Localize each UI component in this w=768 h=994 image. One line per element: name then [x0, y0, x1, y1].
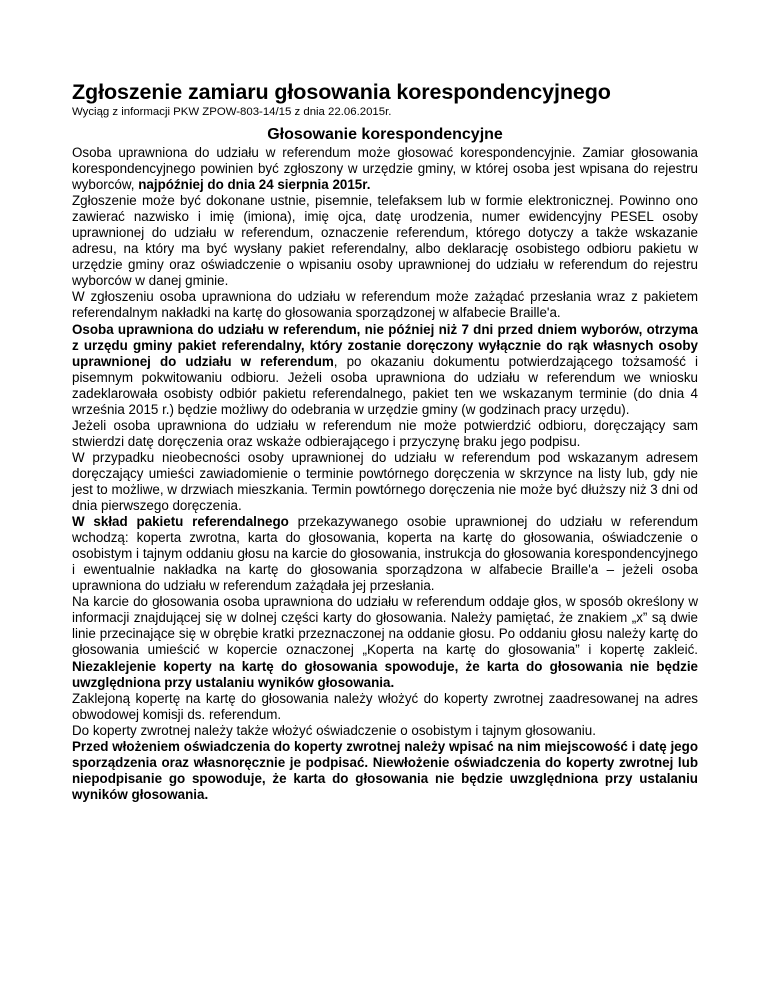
paragraph: Zgłoszenie może być dokonane ustnie, pisemnie, telefaksem lub w formie elektronicznej. Powinno ono zawierać nazwisko i imię (imiona), imię ojca, datę urodzenia, numer ewidencyjny PESEL osoby uprawnionej do udziału w referendum, oznaczenie referendum, którego dotyczy a także wskazanie adresu, na który ma być wysłany pakiet referendalny, albo deklarację osobistego odbioru pakietu w urzędzie gminy oraz oświadczenie o wpisaniu osoby uprawnionej do udziału w referendum do rejestru wyborców w danej gminie. [72, 193, 698, 289]
document-title: Zgłoszenie zamiaru głosowania korespondencyjnego [72, 80, 611, 104]
paragraph: Przed włożeniem oświadczenia do koperty zwrotnej należy wpisać na nim miejscowość i datę jego sporządzenia oraz własnoręcznie je podpisać. Niewłożenie oświadczenia do koperty zwrotnej lub niepodpisanie go spowoduje, że karta do głosowania nie będzie uwzględniona przy ustalaniu wyników głosowania. [72, 738, 698, 802]
paragraph: W zgłoszeniu osoba uprawniona do udziału w referendum może zażądać przesłania wraz z pakietem referendalnym nakładki na kartę do głosowania sporządzonej w alfabecie Braille'a. [72, 289, 698, 321]
paragraph: Na karcie do głosowania osoba uprawniona do udziału w referendum oddaje głos, w sposób określony w informacji znajdującej się w dolnej części karty do głosowania. Należy pamiętać, że znakiem „x” są dwie linie przecinające się w obrębie kratki przeznaczonej na oddanie głosu. Po oddaniu głosu należy kartę do głosowania umieścić w kopercie oznaczonej „Koperta na kartę do głosowania” i kopertę zakleić. Niezaklejenie koperty na kartę do głosowania spowoduje, że karta do głosowania nie będzie uwzględniona przy ustalaniu wyników głosowania. [72, 594, 698, 690]
document-page [72, 80, 698, 803]
paragraph: W skład pakietu referendalnego przekazywanego osobie uprawnionej do udziału w referendum wchodzą: koperta zwrotna, karta do głosowania, koperta na kartę do głosowania, oświadczenie o osobistym i tajnym oddaniu głosu na karcie do głosowania, instrukcja do głosowania korespondencyjnego i ewentualnie nakładka na kartę do głosowania sporządzona w alfabecie Braille'a – jeżeli osoba uprawniona do udziału w referendum zażądała jej przesłania. [72, 514, 698, 594]
paragraph: Osoba uprawniona do udziału w referendum może głosować korespondencyjnie. Zamiar głosowania korespondencyjnego powinien być zgłoszony w urzędzie gminy, w której osoba jest wpisana do rejestru wyborców, najpóźniej do dnia 24 sierpnia 2015r. [72, 145, 698, 193]
paragraph: W przypadku nieobecności osoby uprawnionej do udziału w referendum pod wskazanym adresem doręczający umieści zawiadomienie o terminie powtórnego doręczenia w skrzynce na listy lub, gdy nie jest to możliwe, w drzwiach mieszkania. Termin powtórnego doręczenia nie może być dłuższy niż 3 dni od dnia pierwszego doręczenia. [72, 449, 698, 514]
section-heading: Głosowanie korespondencyjne [267, 126, 503, 143]
paragraph: Do koperty zwrotnej należy także włożyć oświadczenie o osobistym i tajnym głosowaniu. [72, 722, 596, 738]
paragraph: Osoba uprawniona do udziału w referendum, nie później niż 7 dni przed dniem wyborów, otrzyma z urzędu gminy pakiet referendalny, który zostanie doręczony wyłącznie do rąk własnych osoby uprawnionej do udziału w referendum, po okazaniu dokumentu potwierdzającego tożsamość i pisemnym pokwitowaniu odbioru. Jeżeli osoba uprawniona do udziału w referendum we wniosku zadeklarowała osobisty odbiór pakietu referendalnego, pakiet ten we wskazanym terminie (do dnia 4 września 2015 r.) będzie możliwy do odebrania w urzędzie gminy (w godzinach pracy urzędu). [72, 321, 698, 417]
paragraph: Zaklejoną kopertę na kartę do głosowania należy włożyć do koperty zwrotnej zaadresowanej na adres obwodowej komisji ds. referendum. [72, 690, 698, 722]
document-subtitle: Wyciąg z informacji PKW ZPOW-803-14/15 z dnia 22.06.2015r. [72, 106, 392, 118]
paragraph: Jeżeli osoba uprawniona do udziału w referendum nie może potwierdzić odbioru, doręczający sam stwierdzi datę doręczenia oraz wskaże odbierającego i przyczynę braku jego podpisu. [72, 417, 698, 449]
